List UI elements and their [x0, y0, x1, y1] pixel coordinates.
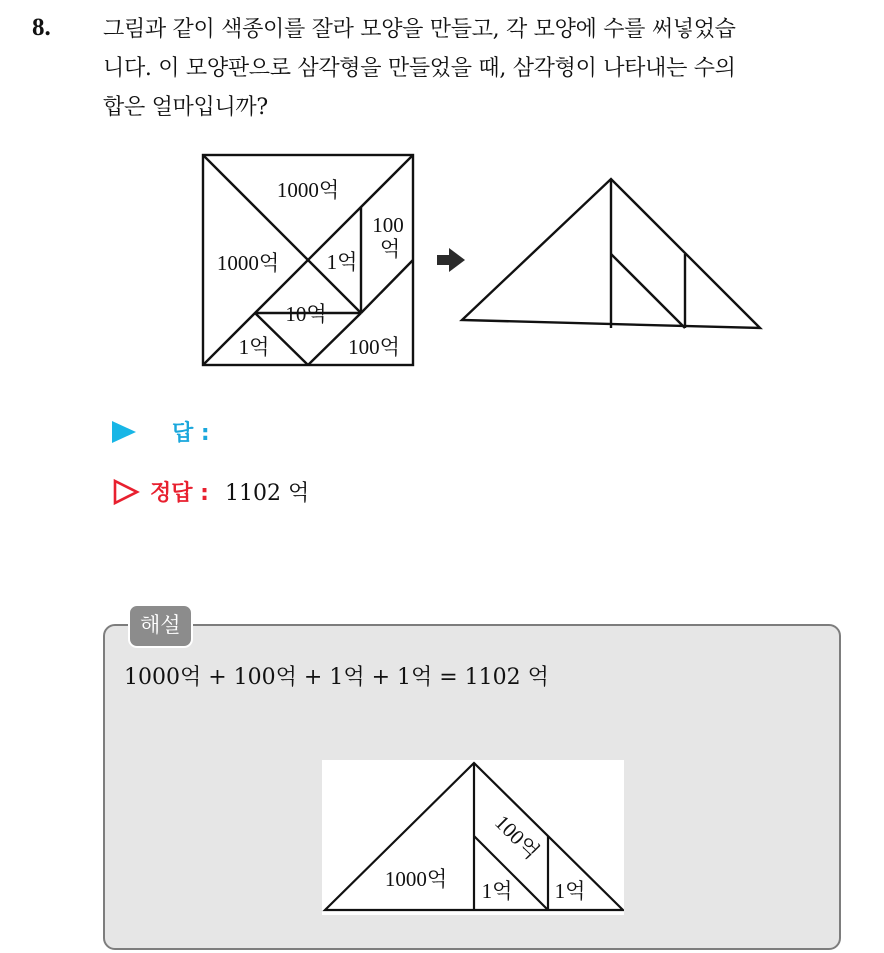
solution-tag: 해설 [128, 604, 193, 648]
tangram-edge [203, 155, 308, 260]
solution-equation: 1000억 + 100억 + 1억 + 1억 = 1102 억 [124, 665, 549, 690]
question-line: 합은 얼마입니까? [103, 95, 268, 120]
right-arrow-icon [437, 248, 465, 272]
solution-label-rotated: 100억 [490, 810, 544, 864]
tangram-edge [361, 260, 413, 313]
correct-answer-value: 1102 억 [224, 481, 310, 506]
label-center: 1억 [326, 250, 358, 274]
label-parallelogram-bottom: 억 [379, 237, 401, 261]
answer-row [112, 416, 210, 447]
label-square: 10억 [285, 302, 327, 326]
label-left: 1000억 [216, 251, 280, 275]
question-line: 그림과 같이 색종이를 잘라 모양을 만들고, 각 모양에 수를 써넣었습 [103, 17, 736, 42]
correct-answer-label: 정답 : [150, 481, 209, 506]
label-small-bottom: 1억 [238, 335, 270, 359]
question-number: 8. [32, 14, 51, 41]
label-parallelogram-top: 100 [372, 213, 404, 237]
label-top: 1000억 [276, 178, 340, 202]
tangram-figure [195, 150, 775, 375]
result-edge [611, 254, 685, 328]
play-icon [112, 421, 136, 443]
solution-label-big: 1000억 [384, 867, 448, 891]
label-bottom-right: 100억 [348, 335, 400, 359]
answer-label: 답 : [172, 421, 210, 446]
question-line: 니다. 이 모양판으로 삼각형을 만들었을 때, 삼각형이 나타내는 수의 [103, 56, 736, 81]
outline-play-icon [112, 478, 140, 506]
question-text [103, 10, 873, 127]
solution-label-small-right: 1억 [554, 879, 586, 903]
solution-label-small-left: 1억 [481, 879, 513, 903]
solution-figure [322, 760, 624, 915]
correct-answer-row [112, 476, 309, 507]
